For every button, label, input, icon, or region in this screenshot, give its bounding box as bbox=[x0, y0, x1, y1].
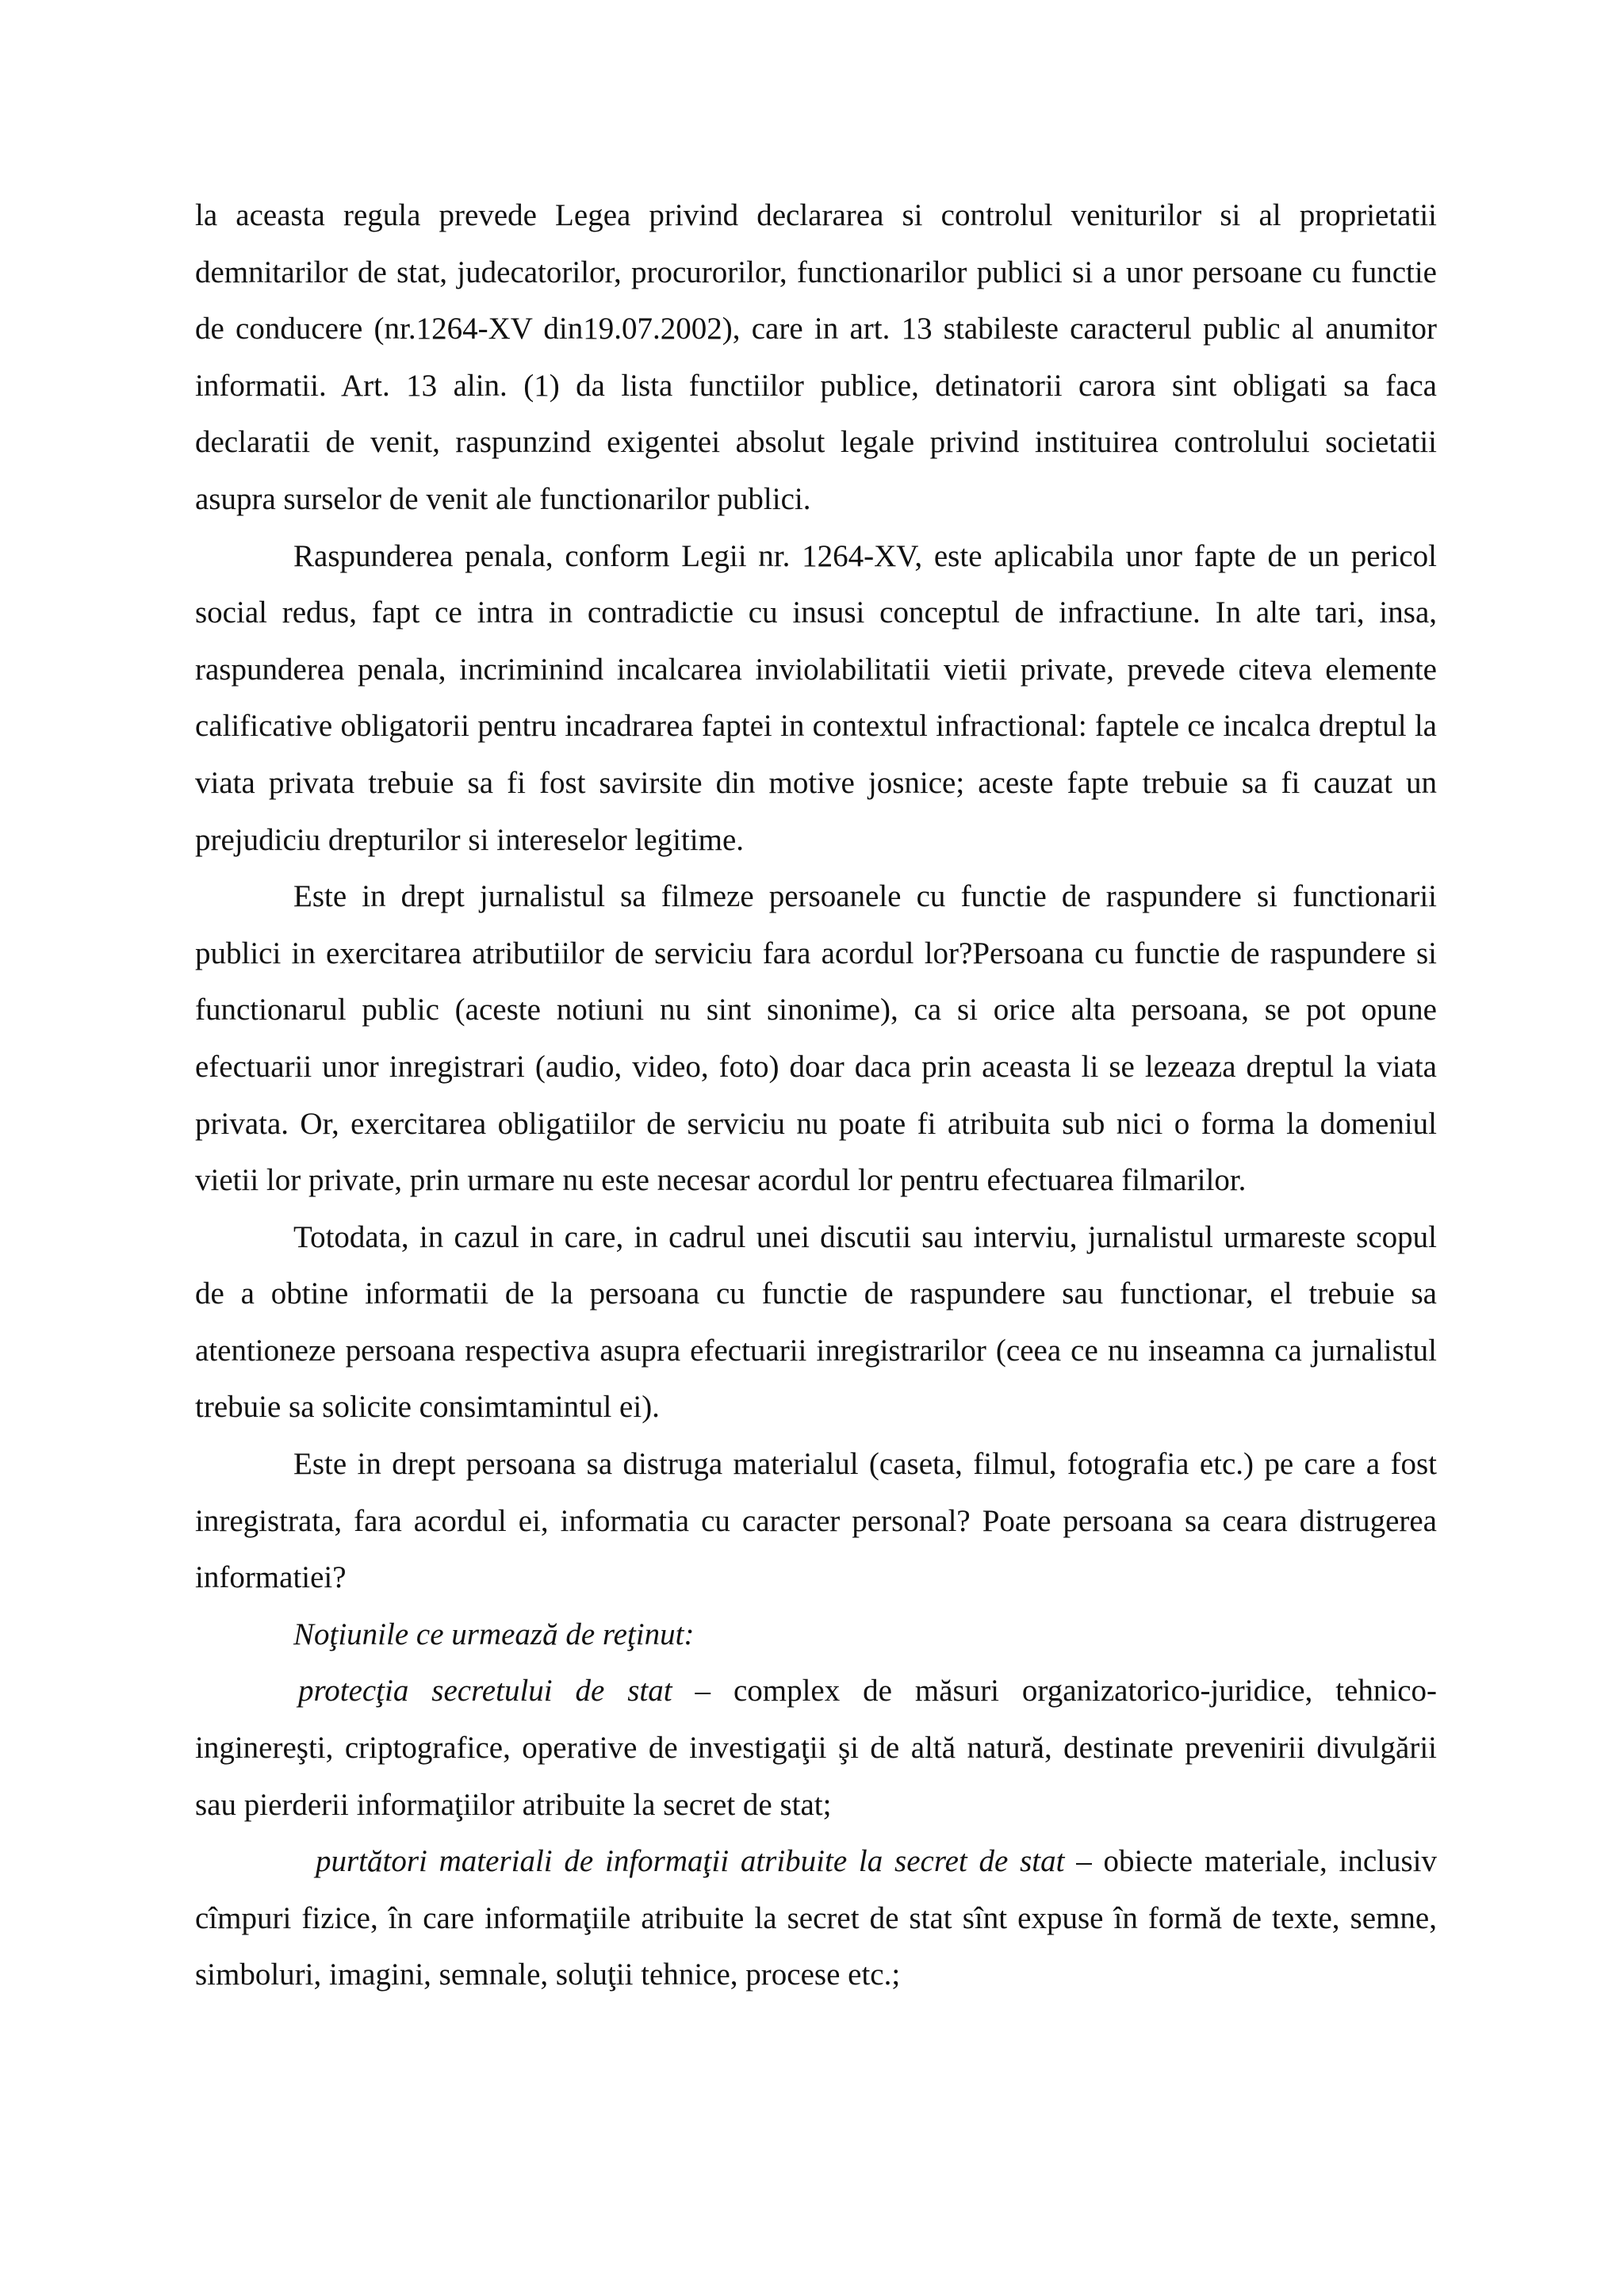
paragraph-2: Raspunderea penala, conform Legii nr. 1264-XV, este aplicabila unor fapte de un pericol social redus, fapt ce intra in contradictie cu insusi conceptul de infractiune. In alte tari, insa, raspunderea penala, incriminind incalcarea inviolabilitatii vietii private, prevede citeva elemente calificative obligatorii pentru incadrarea faptei in contextul infractional: faptele ce incalca dreptul la viata privata trebuie sa fi fost savirsite din motive josnice; aceste fapte trebuie sa fi cauzat un prejudiciu drepturilor si intereselor legitime. bbox=[195, 538, 1437, 857]
definition-2 bbox=[195, 1833, 1437, 2003]
definition-2-term: purtători materiali de informaţii atribuite la secret de stat bbox=[316, 1844, 1065, 1879]
definition-1-text: – complex de măsuri organizatorico-juridice, tehnico-inginereşti, criptografice, operative de investigaţii şi de altă natură, destinate prevenirii divulgării sau pierderii informaţiilor atribuite la secret de stat; bbox=[195, 1674, 1437, 1822]
paragraph-3: Este in drept jurnalistul sa filmeze persoanele cu functie de raspundere si functionarii publici in exercitarea atributiilor de serviciu fara acordul lor?Persoana cu functie de raspundere si functionarul public (aceste notiuni nu sint sinonime), ca si orice alta persoana, se pot opune efectuarii unor inregistrari (audio, video, foto) doar daca prin aceasta li se lezeaza dreptul la viata privata. Or, exercitarea obligatiilor de serviciu nu poate fi atribuita sub nici o forma la domeniul vietii lor private, prin urmare nu este necesar acordul lor pentru efectuarea filmarilor. bbox=[195, 879, 1437, 1198]
definition-1-term: protecţia secretului de stat bbox=[298, 1674, 672, 1709]
definition-1 bbox=[195, 1663, 1437, 1833]
definition-2-text: – obiecte materiale, inclusiv cîmpuri fizice, în care informaţiile atribuite la secret de stat sînt expuse în formă de texte, semne, simboluri, imagini, semnale, soluţii tehnice, procese etc.; bbox=[195, 1844, 1437, 1992]
paragraph-4: Totodata, in cazul in care, in cadrul unei discutii sau interviu, jurnalistul urmareste scopul de a obtine informatii de la persoana cu functie de raspundere sau functionar, el trebuie sa atentioneze persoana respectiva asupra efectuarii inregistrarilor (ceea ce nu inseamna ca jurnalistul trebuie sa solicite consimtamintul ei). bbox=[195, 1219, 1437, 1425]
notions-heading: Noţiunile ce urmează de reţinut: bbox=[293, 1617, 695, 1651]
paragraph-1: la aceasta regula prevede Legea privind declararea si controlul veniturilor si al proprietatii demnitarilor de stat, judecatorilor, procurorilor, functionarilor publici si a unor persoane cu functie de conducere (nr.1264-XV din19.07.2002), care in art. 13 stabileste caracterul public al anumitor informatii. Art. 13 alin. (1) da lista functiilor publice, detinatorii carora sint obligati sa faca declaratii de venit, raspunzind exigentei absolut legale privind instituirea controlului societatii asupra surselor de venit ale functionarilor publici. bbox=[195, 198, 1437, 516]
paragraph-5: Este in drept persoana sa distruga materialul (caseta, filmul, fotografia etc.) pe care a fost inregistrata, fara acordul ei, informatia cu caracter personal? Poate persoana sa ceara distrugerea informatiei? bbox=[195, 1447, 1437, 1595]
document-body bbox=[195, 187, 1437, 2003]
